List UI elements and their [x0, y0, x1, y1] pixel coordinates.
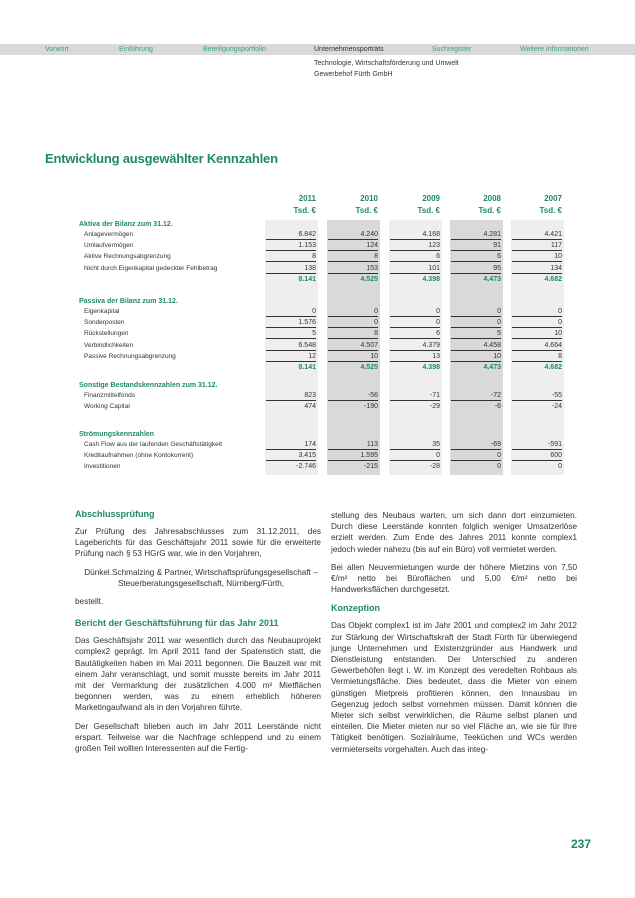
table-cell: 6: [390, 252, 440, 262]
table-cell: 8: [328, 329, 378, 339]
row-label: Verbindlichkeiten: [84, 341, 134, 349]
table-cell: 6.548: [266, 341, 316, 351]
row-label: Passive Rechnungsabgrenzung: [84, 352, 176, 360]
table-cell: 6: [390, 329, 440, 339]
table-cell: 35: [390, 440, 440, 450]
auditor-name: Dünkel.Schmalzing & Partner, Wirtschaftsprüfungsgesellschaft – Steuerberatungsgesellschaft, Nürnberg/Fürth,: [84, 567, 318, 588]
year-header-2011: 2011 Tsd. €: [293, 194, 316, 215]
row-label: Rückstellungen: [84, 330, 129, 338]
row-label: Cash Flow aus der laufenden Geschäftstätigkeit: [84, 441, 223, 448]
row-label: Eigenkapital: [84, 308, 120, 315]
row-label: Working Capital: [84, 403, 130, 411]
table-cell: 0: [451, 307, 501, 317]
table-cell: 138: [266, 264, 316, 274]
row-label: Finanzmittelfonds: [84, 392, 135, 399]
nav-item-beteiligungsportfolio[interactable]: Beteiligungsportfolio: [203, 46, 267, 53]
table-row: [0, 307, 635, 317]
table-cell: -69: [451, 440, 501, 450]
table-cell: 6: [451, 252, 501, 262]
total-cell: 4.682: [544, 364, 562, 371]
paragraph: Das Objekt complex1 ist im Jahr 2001 und complex2 im Jahr 2012 zur Stärkung der Wirtschaftskraft der Stadt Fürth für überwiegend junge Unternehmen und Existenzgründer aus Handwerk und Dienstleistung entstanden. Der Unterschied zu anderen Gewerbehöfen liegt i. W. im Konzept des veredelten Rohbaus als Vermietungsfläche. Dies bedeutet, dass die Mieter von einem günstigen Mietpreis profitieren können, den Innausbau im Gegenzug jedoch selbst vornehmen müssen. Damit können die Mieter sich selbst verwirklichen, die Räume selbst planen und einteilen. Die Mieter mieten nur so viel Fläche an, wie sie für Ihre Tätigkeit benötigen. Sozialräume, Teeküchen und WCs werden vermieterseits vorgehalten. Auch das integ-: [331, 621, 577, 754]
table-cell: -591: [512, 440, 562, 450]
nav-item-weitere-informationen[interactable]: Weitere Informationen: [520, 46, 589, 53]
year-header-2010: 2010 Tsd. €: [355, 194, 378, 215]
row-label: Aktive Rechnungsabgrenzung: [84, 253, 171, 261]
table-cell: -2.746: [296, 463, 316, 471]
table-cell: 10: [328, 352, 378, 362]
table-cell: -71: [390, 391, 440, 401]
table-cell: 95: [451, 264, 501, 274]
section-title: Strömungskennzahlen: [79, 431, 155, 438]
total-cell: 4.398: [422, 364, 440, 371]
heading-bericht-geschaeftsfuehrung: Bericht der Geschäftsführung für das Jahr 2011: [75, 618, 279, 629]
total-cell: 4.473: [483, 275, 501, 283]
table-cell: 4.507: [328, 341, 378, 351]
table-cell: -190: [363, 403, 378, 411]
table-cell: 101: [390, 264, 440, 274]
table-cell: 0: [451, 451, 501, 461]
table-cell: 8: [512, 352, 562, 362]
row-label: Anlagevermögen: [84, 231, 134, 238]
table-cell: 4.379: [390, 341, 440, 351]
table-cell: 4.240: [328, 230, 378, 240]
left-text-column: [75, 508, 321, 761]
right-text-column: [331, 510, 577, 762]
table-cell: 823: [266, 391, 316, 401]
paragraph: Zur Prüfung des Jahresabschlusses zum 31.12.2011, des Lageberichts für das Geschäftsjahr 2011 sowie für die erweiterte Prüfung nach § 53 HGrG war, wie in den Vorjahren,: [75, 527, 321, 559]
heading-abschlusspruefung: Abschlussprüfung: [75, 509, 155, 519]
total-row: [0, 363, 635, 373]
top-navigation-bar: [0, 44, 635, 55]
table-cell: -6: [494, 403, 501, 411]
table-row: [0, 264, 635, 274]
table-cell: -29: [429, 403, 440, 411]
table-cell: 12: [266, 352, 316, 362]
table-cell: 4.458: [451, 341, 501, 351]
table-cell: -56: [328, 391, 378, 401]
breadcrumb-category: Technologie, Wirtschaftsförderung und Umwelt: [314, 60, 459, 67]
table-cell: 13: [390, 352, 440, 362]
paragraph: bestellt.: [75, 597, 104, 607]
table-row: [0, 440, 635, 450]
table-cell: 0: [328, 307, 378, 317]
table-cell: 0: [497, 463, 501, 471]
paragraph: Der Gesellschaft blieben auch im Jahr 2011 Leerstände nicht erspart. Teilweise war die Nachfrage schleppend und zu einem großen Teil wollten Interessenten auf die Fertig-: [75, 721, 321, 754]
table-cell: 8: [328, 252, 378, 262]
section-title: Sonstige Bestandskennzahlen zum 31.12.: [79, 382, 218, 389]
table-cell: 4.281: [451, 230, 501, 240]
nav-item-suchregister[interactable]: Suchregister: [432, 46, 472, 53]
breadcrumb: [314, 58, 459, 80]
table-row: [0, 241, 635, 251]
table-cell: -28: [429, 463, 440, 471]
year-header-2007: 2007 Tsd. €: [539, 194, 562, 215]
row-label: Umlaufvermögen: [84, 242, 134, 250]
year-header-2009: 2009 Tsd. €: [417, 194, 440, 215]
paragraph: Das Geschäftsjahr 2011 war wesentlich durch das Neubauprojekt complex2 geprägt. Im April 2011 fand der Spatenstich statt, die Bautätigkeiten haben im Mai 2011 begonnen. Die Bauzeit war mit einem Jahr veranschlagt, und somit musste bereits im Jahr 2011 mit der Vermarktung der zusätzlichen 4.000 m² Mietflächen begonnen werden, was zu einem erheblich höheren Marketingaufwand als in den Vorjahren führte.: [75, 636, 321, 713]
table-cell: 4.421: [512, 230, 562, 240]
table-cell: 1.153: [266, 241, 316, 251]
table-cell: 0: [390, 318, 440, 328]
total-cell: 8.141: [298, 275, 316, 283]
table-cell: 4.168: [390, 230, 440, 240]
table-cell: 117: [512, 241, 562, 251]
year-header-2008: 2008 Tsd. €: [478, 194, 501, 215]
table-cell: 124: [328, 241, 378, 251]
table-cell: 1.576: [266, 318, 316, 328]
breadcrumb-company: Gewerbehof Fürth GmbH: [314, 71, 393, 78]
table-cell: 5: [451, 329, 501, 339]
total-cell: 4.473: [483, 364, 501, 371]
total-row: [0, 275, 635, 285]
section-title: Passiva der Bilanz zum 31.12.: [79, 298, 178, 305]
table-cell: 600: [512, 451, 562, 461]
table-cell: 91: [451, 241, 501, 251]
table-row: [0, 318, 635, 328]
table-cell: 123: [390, 241, 440, 251]
total-cell: 4.525: [360, 364, 378, 371]
page-number: 237: [571, 837, 592, 851]
table-cell: 4.664: [512, 341, 562, 351]
table-cell: 10: [512, 252, 562, 262]
row-label: Sonderposten: [84, 319, 125, 327]
table-row: [0, 230, 635, 240]
table-row: [0, 352, 635, 362]
table-cell: 1.595: [328, 451, 378, 461]
table-row: [0, 341, 635, 351]
table-row: [0, 462, 635, 472]
row-label: Nicht durch Eigenkapital gedeckter Fehlbetrag: [84, 264, 218, 272]
table-cell: -72: [451, 391, 501, 401]
table-cell: 474: [304, 403, 316, 411]
row-label: Investitionen: [84, 463, 121, 471]
table-row: [0, 391, 635, 401]
table-cell: 3.415: [266, 451, 316, 461]
table-cell: 0: [328, 318, 378, 328]
table-cell: 174: [266, 440, 316, 450]
nav-item-vorwort[interactable]: Vorwort: [45, 46, 69, 53]
nav-item-einfuehrung[interactable]: Einführung: [119, 46, 153, 53]
table-cell: 8: [266, 252, 316, 262]
total-cell: 8.141: [298, 364, 316, 371]
nav-item-unternehmensportraets[interactable]: Unternehmensporträts: [314, 46, 384, 53]
table-cell: 134: [512, 264, 562, 274]
table-cell: 0: [512, 318, 562, 328]
table-cell: 10: [451, 352, 501, 362]
total-cell: 4.682: [544, 275, 562, 283]
table-cell: 6.842: [266, 230, 316, 240]
table-cell: 10: [512, 329, 562, 339]
paragraph: stellung des Neubaus warten, um sich dann dort einzumieten. Durch diese Leerstände konnten folglich weniger Umsatzerlöse erzielt werden. Zum Ende des Jahres 2011 konnte complex1 jedoch wieder nahezu (bis auf ein Büro) voll vermietet werden.: [331, 511, 577, 554]
heading-konzeption: Konzeption: [331, 603, 380, 614]
total-cell: 4.398: [422, 275, 440, 283]
table-cell: 0: [558, 463, 562, 471]
table-cell: 0: [512, 307, 562, 317]
table-row: [0, 402, 635, 412]
table-cell: -215: [363, 463, 378, 471]
table-cell: 113: [328, 440, 378, 450]
table-cell: 0: [266, 307, 316, 317]
table-cell: 0: [390, 307, 440, 317]
table-cell: -55: [512, 391, 562, 401]
table-row: [0, 252, 635, 262]
row-label: Kreditaufnahmen (ohne Kontokorrent): [84, 452, 194, 460]
table-cell: 0: [390, 451, 440, 461]
paragraph: Bei allen Neuvermietungen wurde der höhere Mietzins von 7,50 €/m² netto bei Büroflächen und 5,00 €/m² netto bei Handwerksflächen durchgesetzt.: [331, 562, 577, 595]
total-cell: 4.525: [360, 275, 378, 283]
page-title: Entwicklung ausgewählter Kennzahlen: [45, 151, 278, 166]
table-cell: 153: [328, 264, 378, 274]
table-cell: 0: [451, 318, 501, 328]
table-cell: 5: [266, 329, 316, 339]
table-row: [0, 451, 635, 461]
table-row: [0, 329, 635, 339]
table-cell: -24: [551, 403, 562, 411]
section-title: Aktiva der Bilanz zum 31.12.: [79, 221, 173, 228]
